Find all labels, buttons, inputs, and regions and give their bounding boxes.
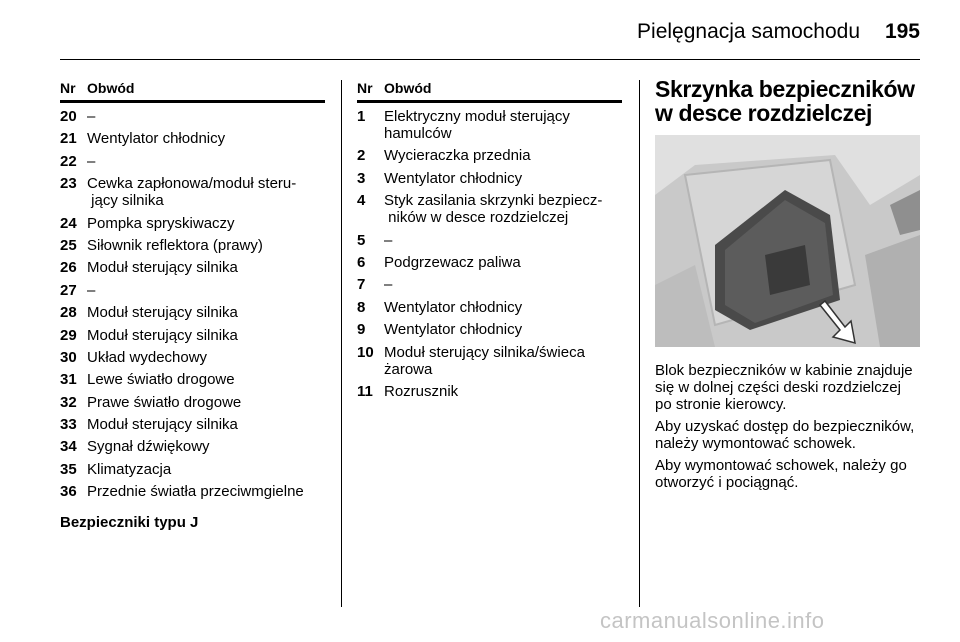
- circuit-description: –: [384, 231, 393, 249]
- circuit-description: –: [87, 108, 96, 125]
- table-row: [357, 276, 622, 293]
- table-row: [60, 215, 325, 232]
- circuit-description: –: [384, 276, 393, 294]
- header-rule: [60, 59, 920, 60]
- fuse-number: 28: [60, 304, 77, 322]
- fuse-number: 5: [357, 231, 366, 249]
- table-row: [60, 130, 325, 147]
- circuit-description: Pompka spryskiwaczy: [87, 214, 235, 232]
- fuse-number: 25: [60, 236, 77, 254]
- column-divider-1: [341, 80, 342, 607]
- header-nr: Nr: [60, 80, 76, 96]
- table-row: [60, 304, 325, 321]
- circuit-description: Moduł sterujący silnika/świeca żarowa: [384, 343, 585, 378]
- circuit-description: Wentylator chłodnicy: [384, 298, 523, 316]
- table-header: [357, 80, 622, 103]
- header-circuit: Obwód: [87, 80, 135, 96]
- circuit-description: –: [87, 281, 96, 299]
- fuse-number: 8: [357, 298, 366, 316]
- table-row: [357, 383, 622, 400]
- fuse-number: 11: [357, 382, 373, 400]
- circuit-description: Moduł sterujący silnika: [87, 259, 238, 277]
- circuit-description: Elektryczny moduł sterujący hamulców: [384, 108, 570, 142]
- fuse-table-1: [60, 80, 325, 531]
- fuse-number: 29: [60, 326, 77, 344]
- circuit-description: Układ wydechowy: [87, 348, 208, 366]
- table-row: [60, 371, 325, 388]
- fuse-table-2: [357, 80, 622, 405]
- table-row: [60, 259, 325, 276]
- fuse-number: 30: [60, 348, 77, 366]
- fuse-number: 27: [60, 281, 77, 299]
- circuit-description: Prawe światło drogowe: [87, 393, 242, 411]
- fuse-number: 21: [60, 130, 77, 148]
- circuit-description: Podgrzewacz paliwa: [384, 253, 521, 271]
- circuit-description: Styk zasilania skrzynki bezpiecz- ników w desce rozdzielczej: [384, 192, 603, 227]
- circuit-description: Klimatyzacja: [87, 460, 172, 478]
- paragraph-3: Aby wymontować schowek, należy go otworzyć i pociągnąć.: [655, 457, 907, 491]
- circuit-description: Wentylator chłodnicy: [384, 169, 523, 187]
- fuse-number: 22: [60, 152, 77, 170]
- circuit-description: Rozrusznik: [384, 382, 459, 400]
- fuse-number: 20: [60, 108, 77, 125]
- fuse-number: 6: [357, 253, 366, 271]
- table-row: [357, 232, 622, 249]
- table-row: [60, 461, 325, 478]
- table-row: [60, 483, 325, 500]
- fuse-number: 24: [60, 214, 77, 232]
- table-row: [60, 237, 325, 254]
- paragraph-1: Blok bezpieczników w kabinie znajduje się w dolnej części deski rozdzielczej po stronie kierowcy.: [655, 362, 913, 413]
- fuse-number: 1: [357, 108, 366, 125]
- subheading-fuses-type-j: Bezpieczniki typu J: [60, 514, 199, 532]
- circuit-description: Moduł sterujący silnika: [87, 304, 238, 322]
- table-row: [60, 394, 325, 411]
- glovebox-photo: [655, 135, 920, 347]
- table-row: [357, 344, 622, 378]
- fuse-number: 36: [60, 483, 77, 501]
- fuse-number: 26: [60, 259, 77, 277]
- fuse-number: 35: [60, 460, 77, 478]
- table-row: [60, 108, 325, 125]
- table-row: [60, 175, 325, 209]
- paragraph-2: Aby uzyskać dostęp do bezpieczników, należy wymontować schowek.: [655, 418, 915, 452]
- circuit-description: Siłownik reflektora (prawy): [87, 236, 263, 254]
- fuse-number: 32: [60, 393, 77, 411]
- circuit-description: Moduł sterujący silnika: [87, 326, 238, 344]
- table-row: [60, 438, 325, 455]
- fuse-box-section: [655, 76, 920, 496]
- circuit-description: Przednie światła przeciwmgielne: [87, 483, 304, 501]
- header-circuit: Obwód: [384, 80, 432, 96]
- fuse-number: 23: [60, 175, 77, 193]
- circuit-description: Wentylator chłodnicy: [384, 321, 523, 339]
- table-row: [60, 416, 325, 433]
- page-number: 195: [884, 20, 920, 43]
- circuit-description: –: [87, 152, 96, 170]
- table-row: [357, 299, 622, 316]
- table-row: [357, 108, 622, 142]
- table-header: [60, 80, 325, 103]
- column-divider-2: [639, 80, 640, 607]
- table-row: [357, 321, 622, 338]
- table-row: [357, 192, 622, 226]
- fuse-number: 2: [357, 147, 366, 165]
- fuse-number: 33: [60, 416, 77, 434]
- circuit-description: Sygnał dźwiękowy: [87, 438, 210, 456]
- watermark: carmanualsonline.info: [600, 608, 825, 633]
- circuit-description: Wycieraczka przednia: [384, 147, 531, 165]
- section-title: Skrzynka bezpieczników w desce rozdzielczej: [655, 76, 915, 126]
- fuse-number: 4: [357, 192, 366, 210]
- fuse-number: 31: [60, 371, 77, 389]
- circuit-description: Cewka zapłonowa/moduł steru- jący silnika: [87, 175, 297, 210]
- table-row: [60, 282, 325, 299]
- table-row: [60, 349, 325, 366]
- header-nr: Nr: [357, 80, 373, 96]
- circuit-description: Lewe światło drogowe: [87, 371, 235, 389]
- table-row: [60, 327, 325, 344]
- circuit-description: Moduł sterujący silnika: [87, 416, 238, 434]
- fuse-number: 10: [357, 343, 374, 361]
- fuse-number: 34: [60, 438, 77, 456]
- circuit-description: Wentylator chłodnicy: [87, 130, 226, 148]
- table-row: [357, 254, 622, 271]
- table-row: [357, 147, 622, 164]
- fuse-number: 9: [357, 321, 366, 339]
- fuse-number: 3: [357, 169, 366, 187]
- table-row: [60, 153, 325, 170]
- page-header-title: Pielęgnacja samochodu: [637, 20, 860, 43]
- fuse-number: 7: [357, 276, 366, 294]
- table-row: [357, 170, 622, 187]
